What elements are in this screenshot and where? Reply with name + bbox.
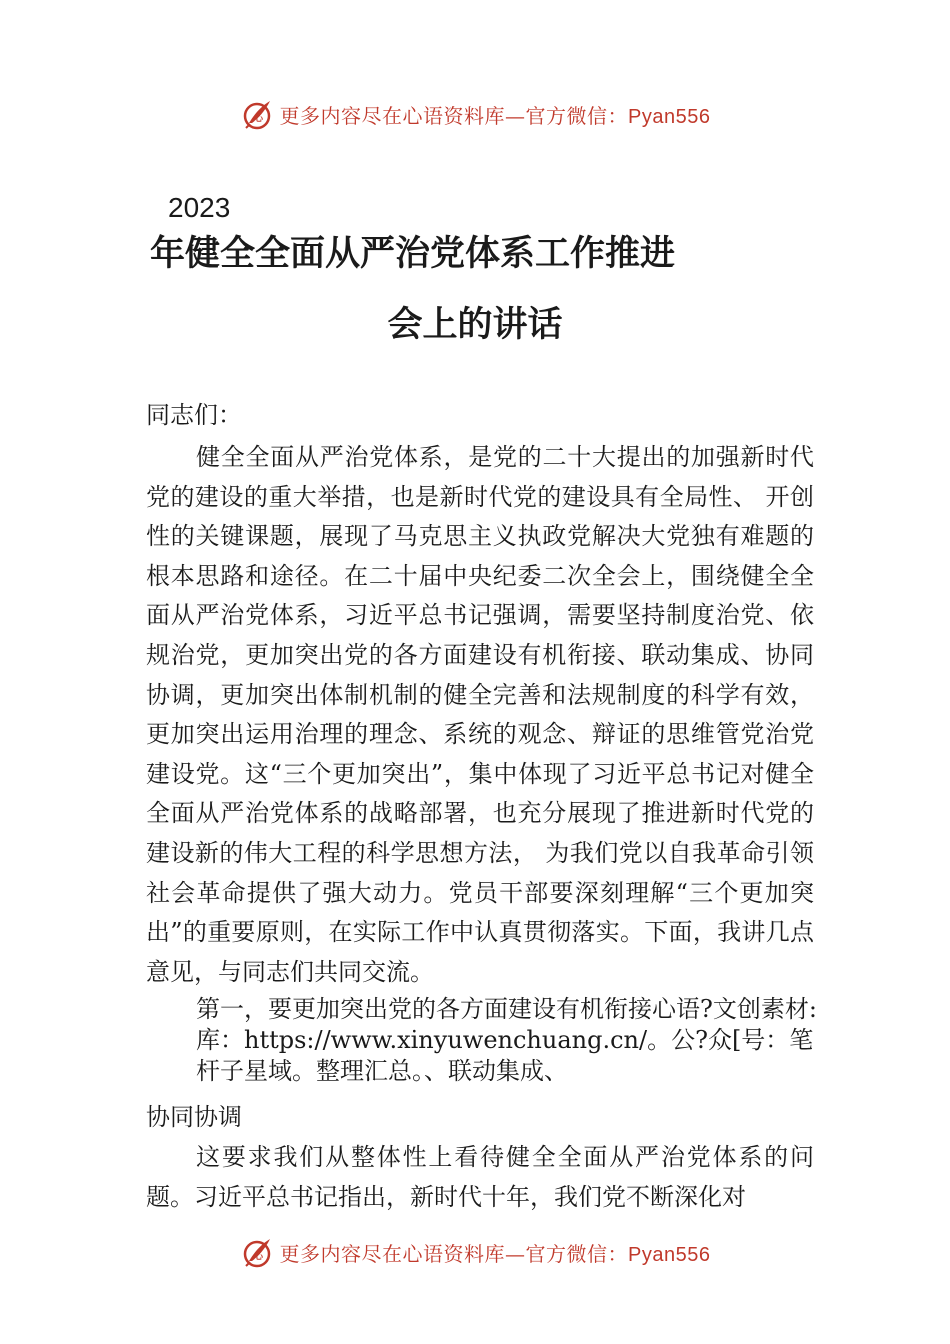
svg-text:心: 心: [253, 114, 263, 124]
footer-watermark: [0, 1232, 950, 1272]
paragraph-2: 这要求我们从整体性上看待健全全面从严治党体系的问题。习近平总书记指出，新时代十年，我们党不断深化对: [146, 1143, 814, 1211]
quill-pen-logo-icon: [240, 1235, 274, 1269]
quill-pen-logo-icon: [240, 97, 274, 131]
watermark-text: 更多内容尽在心语资料库—官方微信：Pyan556: [279, 1241, 711, 1266]
title-year: 2023: [168, 192, 231, 223]
greeting: 同志们：: [146, 401, 242, 429]
header-watermark: [0, 94, 950, 134]
svg-text:心: 心: [253, 1252, 263, 1262]
page-title-line2: 会上的讲话: [387, 305, 563, 345]
paragraph-1: 健全全面从严治党体系，是党的二十大提出的加强新时代党的建设的重大举措，也是新时代党的建设具有全局性、 开创性的关键课题，展现了马克思主义执政党解决大党独有难题的根本思路和途径。在二十届中央纪委二次全会上，围绕健全全面从严治党体系，习近平总书记强调，需要坚持制度治党、依规治党，更加突出党的各方面建设有机衔接、联动集成、协同协调，更加突出体制机制的健全完善和法规制度的科学有效，更加突出运用治理的理念、系统的观念、辩证的思维管党治党建设党。这“三个更加突出”，集中体现了习近平总书记对健全全面从严治党体系的战略部署，也充分展现了推进新时代党的建设新的伟大工程的科学思想方法， 为我们党以自我革命引领社会革命提供了强大动力。党员干部要深刻理解“三个更加突出”的重要原则，在实际工作中认真贯彻落实。下面，我讲几点意见，与同志们共同交流。: [146, 443, 814, 986]
page-title-line1: 年健全全面从严治党体系工作推进: [150, 234, 676, 274]
point-1-heading: 第一，要更加突出党的各方面建设有机衔接心语?文创素材:库：https://www.xinyuwenchuang.cn/。公?众[号：笔杆子星域。整理汇总。、联动集成、: [196, 995, 817, 1085]
point-1-heading-end: 协同协调: [146, 1103, 242, 1131]
wechat-id: Pyan556: [628, 1243, 711, 1266]
watermark-text: 更多内容尽在心语资料库—官方微信：Pyan556: [279, 103, 711, 128]
wechat-id: Pyan556: [628, 105, 711, 128]
